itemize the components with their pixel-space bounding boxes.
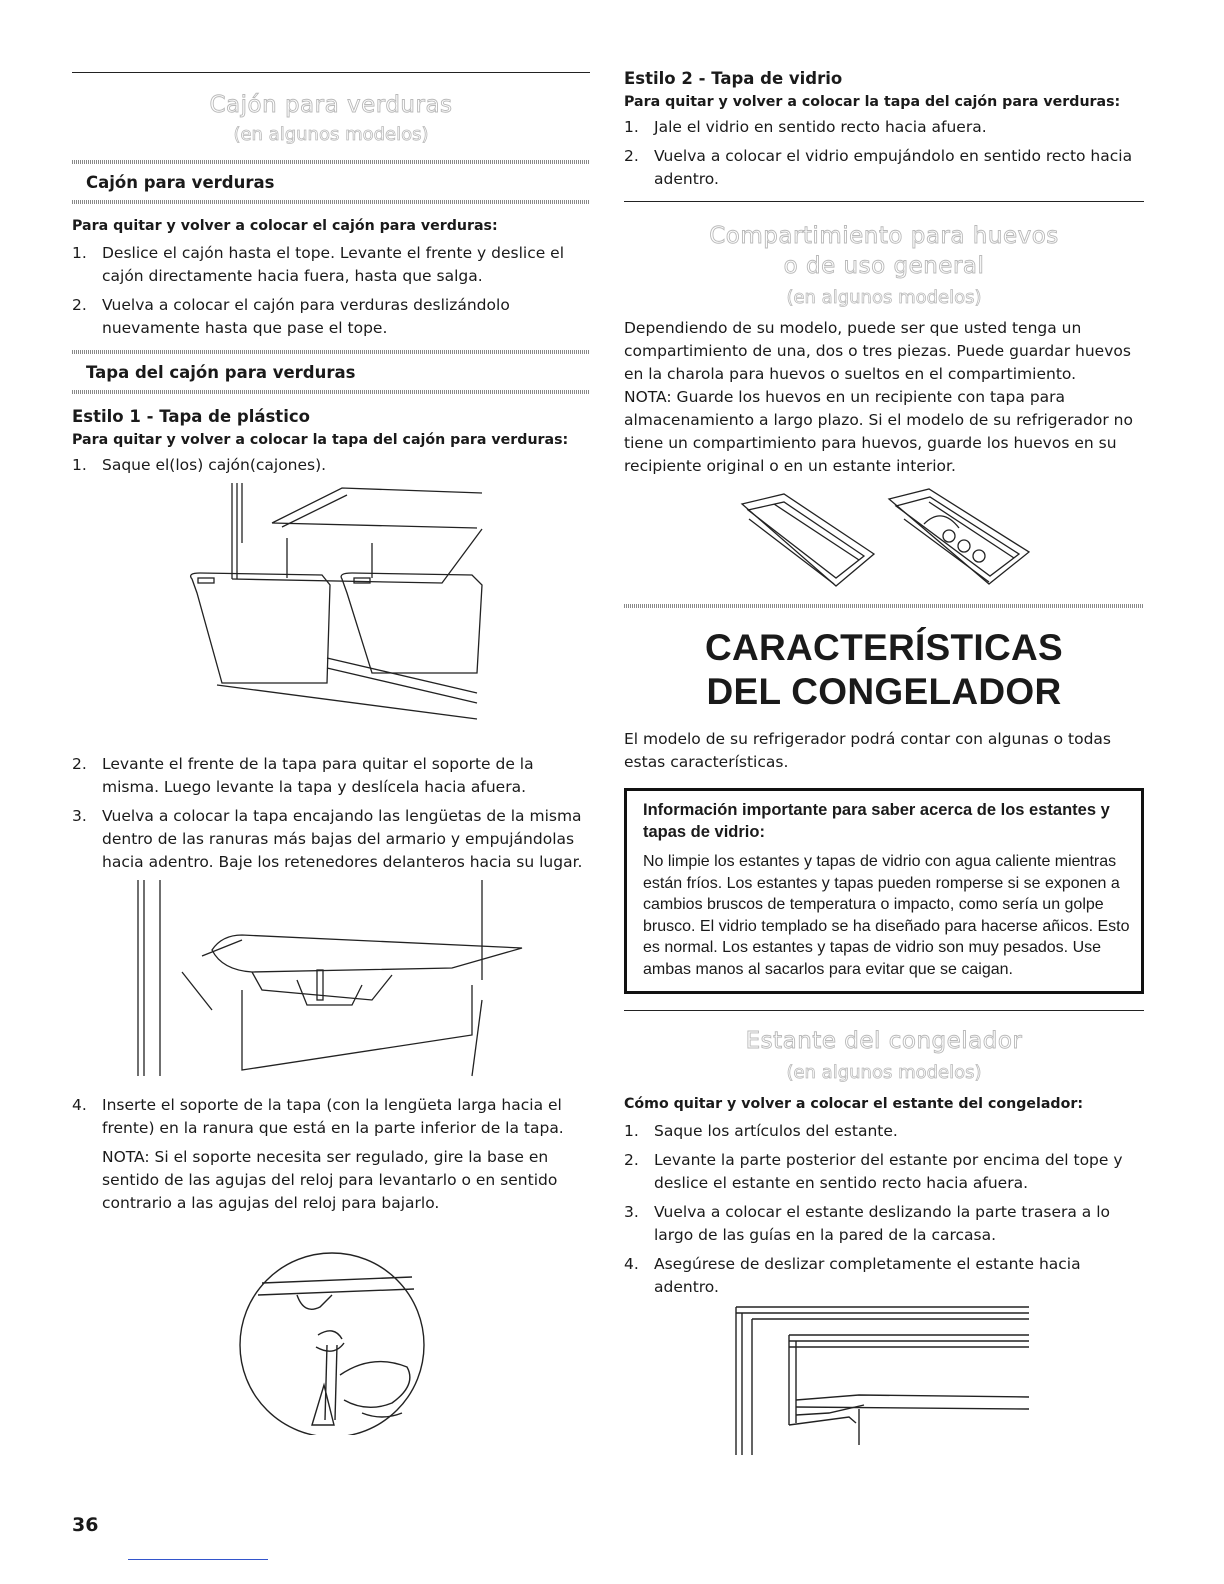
- style2-title: Estilo 2 - Tapa de vidrio: [624, 69, 843, 88]
- section-rule: [72, 72, 590, 73]
- step-text: Deslice el cajón hasta el tope. Levante el frente y deslice el cajón directamente hacia fuera, hasta que salga.: [102, 244, 565, 285]
- crisper-instruction: Para quitar y volver a colocar el cajón para verduras:: [72, 218, 498, 234]
- shelf-steps: [624, 1120, 1144, 1299]
- dotted-rule: [72, 390, 590, 394]
- step-number: 3.: [624, 1202, 639, 1221]
- step-text: Vuelva a colocar el vidrio empujándolo en sentido recto hacia adentro.: [654, 147, 1133, 188]
- dotted-rule: [624, 604, 1144, 608]
- cover-heading: Tapa del cajón para verduras: [86, 363, 356, 382]
- list-item: [624, 116, 1144, 139]
- freezer-title-line1: CARACTERÍSTICAS: [704, 627, 1064, 668]
- cover-step-4: [72, 1094, 590, 1140]
- section-rule: [624, 1010, 1144, 1011]
- list-item: [624, 1253, 1144, 1299]
- shelf-subtitle: (en algunos modelos): [786, 1061, 982, 1083]
- shelf-instruction: Cómo quitar y volver a colocar el estante del congelador:: [624, 1095, 1084, 1112]
- list-item: [72, 805, 590, 874]
- freezer-title-line2: DEL CONGELADOR: [706, 671, 1062, 712]
- step-text: Vuelva a colocar la tapa encajando las lengüetas de la misma dentro de las ranuras más bajas del armario y empujándolas hacia adentro. Baje los retenedores delanteros hacia su lugar.: [102, 807, 583, 871]
- left-column: [72, 60, 590, 1435]
- crisper-heading: Cajón para verduras: [86, 173, 275, 192]
- style2-steps: [624, 116, 1144, 191]
- glass-warning-box: [624, 788, 1144, 994]
- crisper-drawers-illustration: [72, 483, 590, 743]
- egg-title-line2: o de uso general: [783, 253, 985, 279]
- egg-bins-illustration: [624, 484, 1144, 600]
- list-item: [624, 1149, 1144, 1195]
- list-item: [624, 1120, 1144, 1143]
- step-number: 2.: [624, 1150, 639, 1169]
- page-number: 36: [72, 1514, 99, 1536]
- list-item: [72, 454, 590, 477]
- list-item: [72, 294, 590, 340]
- step-number: 1.: [72, 244, 87, 262]
- step-number: 2.: [72, 296, 87, 314]
- step-text: Levante la parte posterior del estante por encima del tope y deslice el estante en sentido recto hacia afuera.: [654, 1150, 1123, 1192]
- style1-title: Estilo 1 - Tapa de plástico: [72, 407, 310, 426]
- step-text: Asegúrese de deslizar completamente el estante hacia adentro.: [654, 1254, 1081, 1296]
- step-number: 1.: [624, 1121, 639, 1140]
- step-number: 4.: [624, 1254, 639, 1273]
- style2-instruction: Para quitar y volver a colocar la tapa del cajón para verduras:: [624, 94, 1121, 110]
- list-item: [72, 242, 590, 288]
- list-item: [624, 145, 1144, 191]
- step-text: Levante el frente de la tapa para quitar el soporte de la misma. Luego levante la tapa y deslícela hacia afuera.: [102, 755, 534, 796]
- dotted-rule: [72, 350, 590, 354]
- support-adjust-illustration: [72, 1235, 590, 1435]
- cover-step-1: [72, 454, 590, 477]
- egg-title-line1: Compartimiento para huevos: [709, 223, 1059, 249]
- step-text: Inserte el soporte de la tapa (con la lengüeta larga hacia el frente) en la ranura que está en la parte inferior de la tapa.: [102, 1096, 564, 1137]
- note-text: Guarde los huevos en un recipiente con tapa para almacenamiento a largo plazo. Si el modelo de su refrigerador no tiene un compartimiento para huevos, guarde los huevos en su recipiente original o en un estante interior.: [624, 388, 1133, 475]
- freezer-intro: El modelo de su refrigerador podrá contar con algunas o todas estas características.: [624, 730, 1111, 771]
- crisper-section-title: Cajón para verduras: [209, 92, 453, 118]
- cover-support-illustration: [72, 880, 590, 1080]
- list-item: [72, 1094, 590, 1140]
- freezer-shelf-illustration: [624, 1305, 1144, 1455]
- step-text: Saque los artículos del estante.: [654, 1121, 898, 1140]
- dotted-rule: [72, 160, 590, 164]
- cover-note: [72, 1146, 590, 1215]
- step-number: 2.: [72, 755, 87, 773]
- step-number: 1.: [624, 118, 639, 136]
- step-number: 4.: [72, 1096, 87, 1114]
- note-text: Si el soporte necesita ser regulado, gire la base en sentido de las agujas del reloj para levantarlo o en sentido contrario a las agujas del reloj para bajarlo.: [102, 1148, 558, 1212]
- dotted-rule: [72, 200, 590, 204]
- shelf-title: Estante del congelador: [745, 1027, 1023, 1054]
- step-text: Vuelva a colocar el estante deslizando la parte trasera a lo largo de las guías en la pared de la carcasa.: [654, 1202, 1111, 1244]
- cover-steps-mid: [72, 753, 590, 874]
- note-label: NOTA:: [102, 1148, 150, 1166]
- section-rule: [624, 201, 1144, 202]
- step-text: Jale el vidrio en sentido recto hacia afuera.: [654, 118, 987, 136]
- list-item: [72, 753, 590, 799]
- step-number: 3.: [72, 807, 87, 825]
- step-text: Saque el(los) cajón(cajones).: [102, 456, 327, 474]
- footer-link-underline: [128, 1559, 268, 1560]
- crisper-steps: [72, 242, 590, 340]
- crisper-section-subtitle: (en algunos modelos): [233, 124, 429, 145]
- cover-instruction: Para quitar y volver a colocar la tapa del cajón para verduras:: [72, 432, 569, 448]
- right-column: [624, 60, 1144, 1455]
- warning-title: Información importante para saber acerca de los estantes y tapas de vidrio:: [643, 801, 1110, 841]
- step-text: Vuelva a colocar el cajón para verduras deslizándolo nuevamente hasta que pase el tope.: [102, 296, 510, 337]
- egg-subtitle: (en algunos modelos): [786, 287, 982, 308]
- list-item: [624, 1201, 1144, 1247]
- egg-note: [624, 386, 1144, 478]
- step-number: 2.: [624, 147, 639, 165]
- note-label: NOTA:: [624, 388, 672, 406]
- step-number: 1.: [72, 456, 87, 474]
- warning-body: No limpie los estantes y tapas de vidrio con agua caliente mientras están fríos. Los estantes y tapas pueden romperse si se exponen a cambios bruscos de temperatura o impacto, como sería un golpe brusco. El vidrio templado se ha diseñado para hacerse añicos. Esto es normal. Los estantes y tapas de vidrio son muy pesados. Use ambas manos al sacarlos para evitar que se caigan.: [643, 853, 1130, 978]
- egg-body: Dependiendo de su modelo, puede ser que usted tenga un compartimiento de una, dos o tres piezas. Puede guardar huevos en la charola para huevos o sueltos en el compartimiento.: [624, 319, 1131, 383]
